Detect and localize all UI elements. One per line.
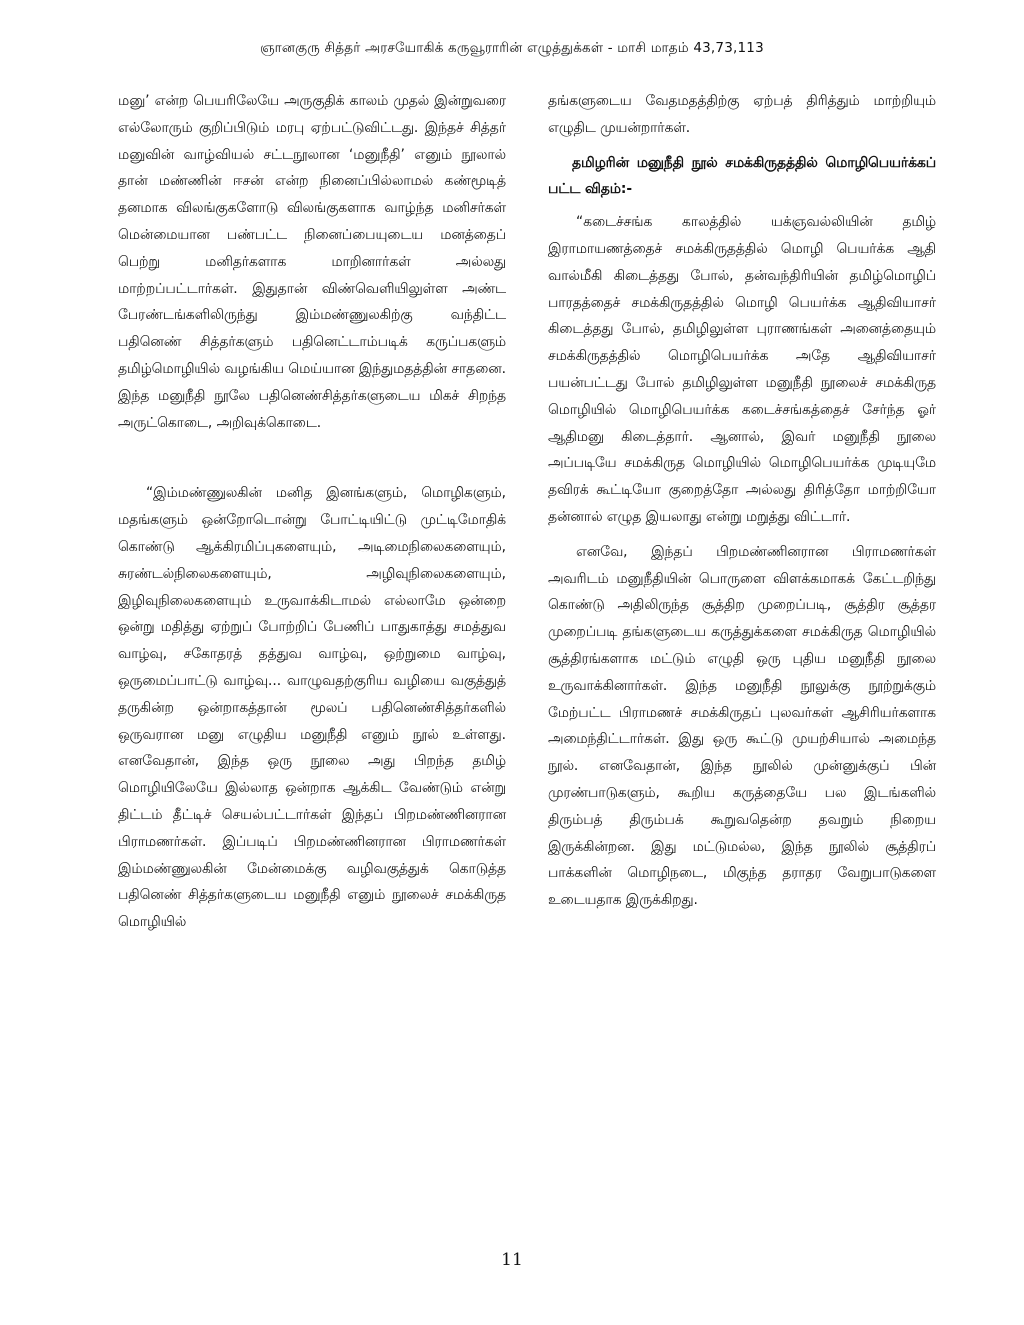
right-paragraph-2: “கடைச்சங்க காலத்தில் யக்ஞவல்லியின் தமிழ் இராமாயணத்தைச் சமக்கிருதத்தில் மொழி பெயர்க்க ஆதி வால்மீகி கிடைத்தது போல், தன்வந்திரியின் தமிழ்மொழிப் பாரதத்தைச் சமக்கிருதத்தில் மொழி பெயர்க்க ஆதிவியாசர் கிடைத்தது போல், தமிழிலுள்ள புராணங்கள் அனைத்தையும் சமக்கிருதத்தில் மொழிபெயர்க்க அதே ஆதிவியாசர் பயன்பட்டது போல் தமிழிலுள்ள மனுநீதி நூலைச் சமக்கிருத மொழியில் மொழிபெயர்க்க கடைச்சங்கத்தைச் சேர்ந்த ஓர் ஆதிமனு கிடைத்தார். ஆனால், இவர் மனுநீதி நூலை அப்படியே சமக்கிருத மொழியில் மொழிபெயர்க்க முடியுமே தவிரக் கூட்டியோ குறைத்தோ அல்லது திரித்தோ மாற்றியோ தன்னால் எழுத இயலாது என்று மறுத்து விட்டார். [548, 214, 936, 525]
page-number: 11 [501, 1250, 523, 1270]
left-paragraph-2: “இம்மண்ணுலகின் மனித இனங்களும், மொழிகளும், மதங்களும் ஒன்றோடொன்று போட்டியிட்டு முட்டிமோதிக் கொண்டு ஆக்கிரமிப்புகளையும், அடிமைநிலைகளையும், சுரண்டல்நிலைகளையும், அழிவுநிலைகளையும், இழிவுநிலைகளையும் உருவாக்கிடாமல் எல்லாமே ஒன்றை ஒன்று மதித்து ஏற்றுப் போற்றிப் பேணிப் பாதுகாத்து சமத்துவ வாழ்வு, சகோதரத் தத்துவ வாழ்வு, ஒற்றுமை வாழ்வு, ஒருமைப்பாட்டு வாழ்வு... வாழுவதற்குரிய வழியை வகுத்துத் தருகின்ற ஒன்றாகத்தான் மூலப் பதினெண்சித்தர்களில் ஒருவரான மனு எழுதிய மனுநீதி எனும் நூல் உள்ளது. எனவேதான், இந்த ஒரு நூலை அது பிறந்த தமிழ் மொழியிலேயே இல்லாத ஒன்றாக ஆக்கிட வேண்டும் என்று திட்டம் தீட்டிச் செயல்பட்டார்கள் இந்தப் பிறமண்ணினரான பிராமணர்கள். இப்படிப் பிறமண்ணினரான பிராமணர்கள் இம்மண்ணுலகின் மேன்மைக்கு வழிவகுத்துக் கொடுத்த பதினெண் சித்தர்களுடைய மனுநீதி எனும் நூலைச் சமக்கிருத மொழியில் [118, 485, 506, 931]
page-header: ஞானகுரு சித்தர் அரசயோகிக் கருவூராரின் எழுத்துக்கள் - மாசி மாதம் 43,73,113 [260, 40, 764, 56]
right-column [548, 88, 936, 914]
right-paragraph-1: தங்களுடைய வேதமதத்திற்கு ஏற்பத் திரித்தும் மாற்றியும் எழுதிட முயன்றார்கள். [548, 93, 936, 136]
left-column [118, 88, 506, 936]
right-paragraph-3: எனவே, இந்தப் பிறமண்ணினரான பிராமணர்கள் அவரிடம் மனுநீதியின் பொருளை விளக்கமாகக் கேட்டறிந்து கொண்டு அதிலிருந்த சூத்திற முறைப்படி, சூத்திர சூத்தர முறைப்படி தங்களுடைய கருத்துக்களை சமக்கிருத மொழியில் சூத்திரங்களாக மட்டும் எழுதி ஒரு புதிய மனுநீதி நூலை உருவாக்கினார்கள். இந்த மனுநீதி நூலுக்கு நூற்றுக்கும் மேற்பட்ட பிராமணச் சமக்கிருதப் புலவர்கள் ஆசிரியர்களாக அமைந்திட்டார்கள். இது ஒரு கூட்டு முயற்சியால் அமைந்த நூல். எனவேதான், இந்த நூலில் முன்னுக்குப் பின் முரண்பாடுகளும், கூறிய கருத்தையே பல இடங்களில் திரும்பத் திரும்பக் கூறுவதென்ற தவறும் நிறைய இருக்கின்றன. இது மட்டுமல்ல, இந்த நூலில் சூத்திரப் பாக்களின் மொழிநடை, மிகுந்த தராதர வேறுபாடுகளை உடையதாக இருக்கிறது. [548, 543, 936, 909]
left-paragraph-1: மனு’ என்ற பெயரிலேயே அருகுதிக் காலம் முதல் இன்றுவரை எல்லோரும் குறிப்பிடும் மரபு ஏற்பட்டுவிட்டது. இந்தச் சித்தர் மனுவின் வாழ்வியல் சட்டநூலான ‘மனுநீதி’ எனும் நூலால் தான் மண்ணின் ஈசன் என்ற நினைப்பில்லாமல் கண்மூடித் தனமாக விலங்குகளோடு விலங்குகளாக வாழ்ந்த மனிசர்கள் மென்மையான பண்பட்ட நினைப்பையுடைய மனத்தைப் பெற்று மனிதர்களாக மாறினார்கள் அல்லது மாற்றப்பட்டார்கள். இதுதான் விண்வெளியிலுள்ள அண்ட பேரண்டங்களிலிருந்து இம்மண்ணுலகிற்கு வந்திட்ட பதினெண் சித்தர்களும் பதினெட்டாம்படிக் கருப்பகளும் தமிழ்மொழியில் வழங்கிய மெய்யான இந்துமதத்தின் சாதனை. இந்த மனுநீதி நூலே பதினெண்சித்தர்களுடைய மிகச் சிறந்த அருட்கொடை, அறிவுக்கொடை. [118, 93, 506, 431]
section-heading: தமிழரின் மனுநீதி நூல் சமக்கிருதத்தில் மொழிபெயர்க்கப் பட்ட விதம்:- [548, 154, 936, 198]
